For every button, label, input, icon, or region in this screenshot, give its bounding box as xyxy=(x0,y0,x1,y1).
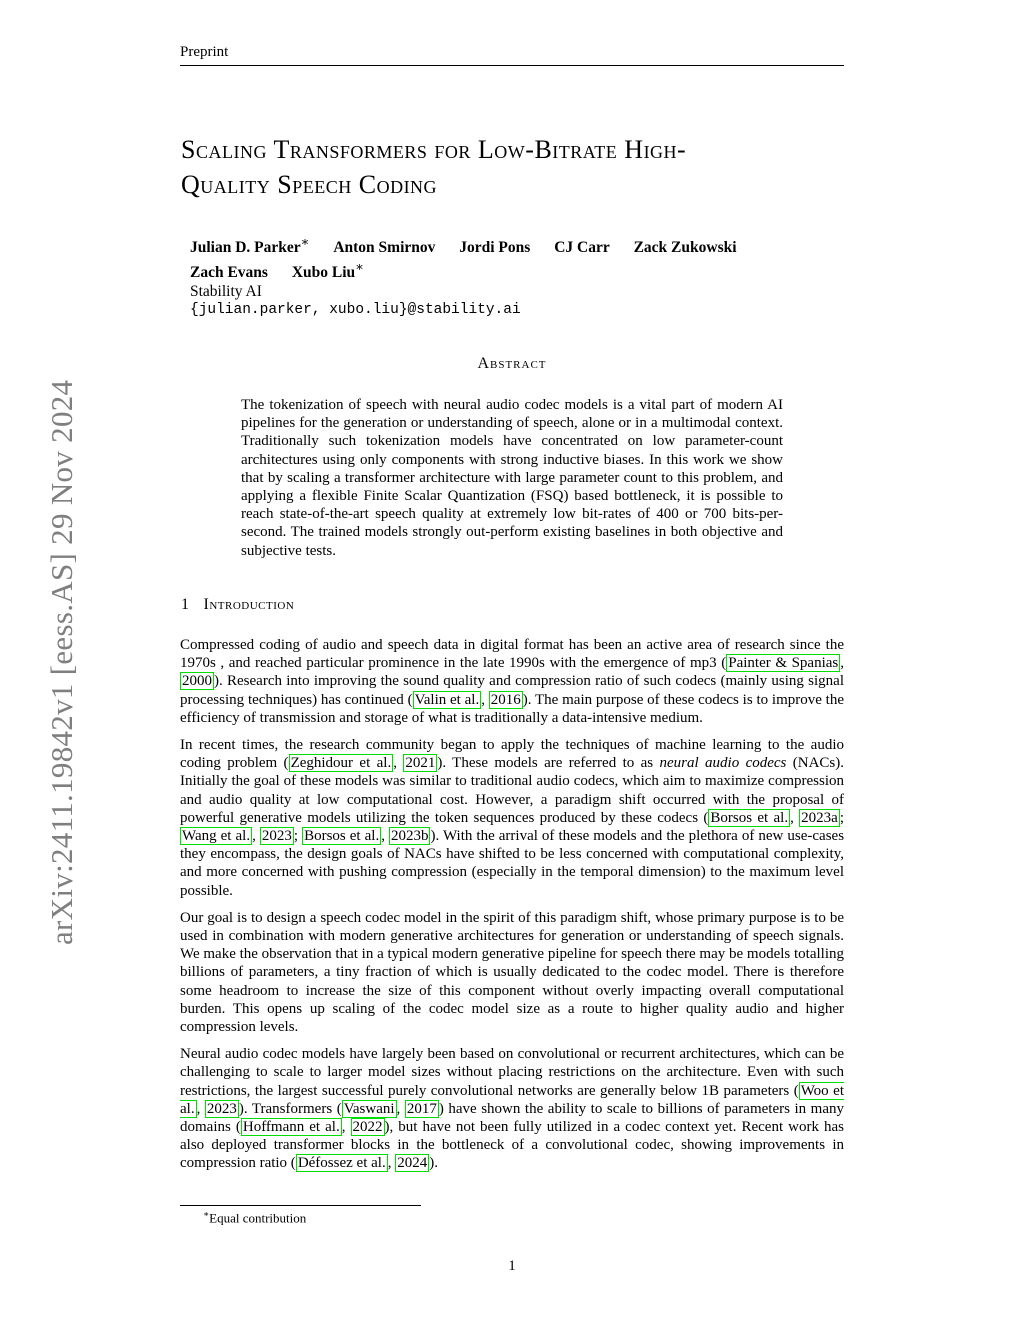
footnote-text: Equal contribution xyxy=(209,1210,307,1226)
author-line-2 xyxy=(190,257,850,282)
paper-title xyxy=(181,132,851,202)
citation-year-link[interactable]: 2016 xyxy=(490,691,521,708)
citation-year-link[interactable]: 2023 xyxy=(261,828,292,845)
citation-link[interactable]: Painter & Spanias xyxy=(728,655,839,672)
citation-link[interactable]: Woo et al. xyxy=(180,1082,844,1117)
citation-year-link[interactable]: 2000 xyxy=(182,673,212,690)
paragraph: Neural audio codec models have largely been based on convolutional or recurrent architectures, which can be challenging to scale to larger model sizes without placing restrictions on the architecture. Even with such restrictions, the largest successful purely convolutional networks are generally below 1B parameters ( Woo et al. , 2023 ). Transformers ( Vaswani , 2017 ) have shown the ability to scale to billions of parameters in many domains ( Hoffmann et al. , 2022 ), but have not been fully utilized in a codec context yet. Recent work has also deployed transformer blocks in the bottleneck of a convolutional codec, showing improvements in compression ratio ( Défossez et al. , 2024 ). xyxy=(180,1046,845,1172)
author-name: Zach Evans xyxy=(190,264,268,282)
paragraph: In recent times, the research community began to apply the techniques of machine learning to the audio coding problem ( Zeghidour et al. , 2021 ). These models are referred to as neural audio codecs (NACs). Initially the goal of these models was similar to traditional audio codecs, which aim to maximize compression and audio quality at low computational cost. However, a paradigm shift occurred with the proposal of powerful generative models utilizing the token sequences produced by these codecs ( Borsos et al. , 2023a ; Wang et al. , 2023 ; Borsos et al. , 2023b ). With the arrival of these models and the plethora of new use-cases they encompass, the design goals of NACs have shifted to be less concerned with computational complexity, and more concerned with pushing compression (especially in the temporal dimension) to the maximum level possible. xyxy=(180,737,845,899)
citation-link[interactable]: Vaswani xyxy=(343,1100,395,1117)
author-email: {julian.parker, xubo.liu}@stability.ai xyxy=(190,302,521,319)
footnote xyxy=(203,1209,306,1226)
emphasis: neural audio codecs xyxy=(659,755,787,772)
footnote-rule xyxy=(180,1205,421,1206)
author-name: Zack Zukowski xyxy=(633,239,737,257)
section-heading xyxy=(181,596,294,614)
affiliation: Stability AI xyxy=(190,283,262,301)
title-line-2: Quality Speech Coding xyxy=(181,170,438,199)
author-name: Xubo Liu xyxy=(291,264,356,282)
author-name: Anton Smirnov xyxy=(333,239,436,257)
header-rule xyxy=(180,65,844,66)
citation-link[interactable]: Borsos et al. xyxy=(304,828,380,845)
citation-year-link[interactable]: 2023a xyxy=(801,809,838,826)
author-block xyxy=(190,232,850,320)
citation-year-link[interactable]: 2022 xyxy=(352,1119,383,1136)
author-name: Julian D. Parker xyxy=(190,239,301,257)
citation-link[interactable]: Hoffmann et al. xyxy=(242,1119,340,1136)
citation-year-link[interactable]: 2023b xyxy=(390,828,429,845)
footnote-mark: ∗ xyxy=(203,1209,210,1219)
citation-link[interactable]: Zeghidour et al. xyxy=(290,755,392,772)
citation-link[interactable]: Défossez et al. xyxy=(297,1155,386,1172)
section-number: 1 xyxy=(181,596,190,613)
paragraph: Our goal is to design a speech codec model in the spirit of this paradigm shift, whose primary purpose is to be used in combination with modern generative architectures for generation or understanding of speech signals. We make the observation that in a typical modern generative pipeline for speech there may be models totalling billions of parameters, a tiny fraction of which is usually dedicated to the codec model. There is therefore some headroom to increase the size of this component without overly impacting overall computational burden. This opens up scaling of the codec model size as a route to higher quality audio and higher compression levels. xyxy=(180,909,844,1036)
citation-link[interactable]: Wang et al. xyxy=(182,828,251,845)
title-line-1: Scaling Transformers for Low-Bitrate High- xyxy=(181,135,687,164)
citation-link[interactable]: Valin et al. xyxy=(414,691,480,708)
citation-year-link[interactable]: 2021 xyxy=(405,755,436,772)
arxiv-stamp: arXiv:2411.19842v1 [eess.AS] 29 Nov 2024 xyxy=(44,379,79,945)
author-name: CJ Carr xyxy=(554,239,610,257)
author-line-1 xyxy=(190,232,850,257)
running-header: Preprint xyxy=(180,44,229,60)
body-text xyxy=(180,636,844,1182)
abstract-text: The tokenization of speech with neural audio codec models is a vital part of modern AI pipelines for the generation or understanding of speech, alone or in a multimodal context. Traditionally such tokenization models have concentrated on low parameter-count architectures using only components with strong inductive biases. In this work we show that by scaling a transformer architecture with large parameter count to this problem, and applying a flexible Finite Scalar Quantization (FSQ) based bottleneck, it is possible to reach state-of-the-art speech quality at extremely low bit-rates of 400 or 700 bits-per-second. The trained models strongly out-perform existing baselines in both objective and subjective tests. xyxy=(241,397,783,559)
section-title: Introduction xyxy=(203,596,295,613)
equal-contribution-mark: ∗ xyxy=(355,259,364,275)
page-number: 1 xyxy=(508,1258,516,1274)
citation-year-link[interactable]: 2024 xyxy=(397,1155,428,1172)
citation-link[interactable]: Borsos et al. xyxy=(710,809,789,826)
abstract-heading: Abstract xyxy=(477,355,547,372)
author-name: Jordi Pons xyxy=(459,239,531,257)
paragraph: Compressed coding of audio and speech data in digital format has been an active area of research since the 1970s , and reached particular prominence in the late 1990s with the emergence of mp3 ( Painter & Spanias , 2000 ). Research into improving the sound quality and compression ratio of such codecs (mainly using signal processing techniques) has continued ( Valin et al. , 2016 ). The main purpose of these codecs is to improve the efficiency of transmission and storage of what is traditionally a data-intensive medium. xyxy=(180,637,845,726)
equal-contribution-mark: ∗ xyxy=(300,234,310,249)
citation-year-link[interactable]: 2023 xyxy=(206,1100,237,1117)
citation-year-link[interactable]: 2017 xyxy=(406,1100,437,1117)
